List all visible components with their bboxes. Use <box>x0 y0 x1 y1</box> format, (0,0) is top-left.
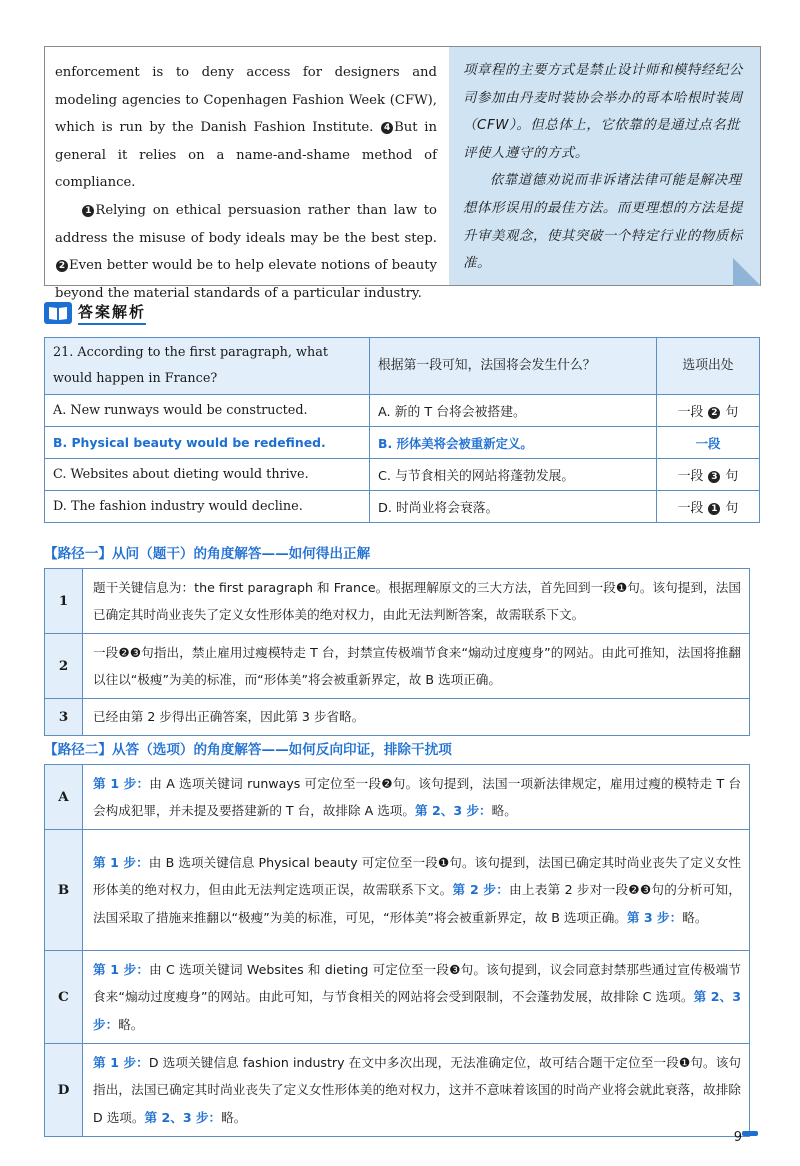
table-row <box>45 569 750 634</box>
step-text: 第 1 步：由 A 选项关键词 runways 可定位至一段❷句。该句提到，法国一项新法律规定，雇用过瘦的模特走 T 台会构成犯罪，并未提及要搭建新的 T 台，故排除 A 选项。第 2、3 步：略。 <box>83 765 750 830</box>
table-row <box>45 395 760 427</box>
table-row <box>45 491 760 523</box>
step-key: D <box>45 1044 83 1137</box>
route-1-title: 【路径一】从问（题干）的角度解答——如何得出正解 <box>44 546 371 562</box>
book-icon <box>44 302 72 324</box>
step-text: 一段❷❸句指出，禁止雇用过瘦模特走 T 台，封禁宣传极端节食来“煽动过度瘦身”的网站。由此可推知，法国将推翻以往以“极瘦”为美的标准，而“形体美”将会被重新界定，故 B 选项正确。 <box>83 634 750 699</box>
step-text: 已经由第 2 步得出正确答案，因此第 3 步省略。 <box>83 699 750 736</box>
question-zh: 根据第一段可知，法国将会发生什么？ <box>370 338 657 395</box>
table-row <box>45 459 760 491</box>
step-key: 1 <box>45 569 83 634</box>
page-marker-icon <box>742 1131 758 1136</box>
step-text: 题干关键信息为：the first paragraph 和 France。根据理解原文的三大方法，首先回到一段❶句。该句提到，法国已确定其时尚业丧失了定义女性形体美的绝对权力，由此无法判断答案，故需联系下文。 <box>83 569 750 634</box>
passage-english <box>45 47 447 301</box>
table-row <box>45 765 750 830</box>
table-row-correct <box>45 427 760 459</box>
passage-zh-paragraph-2: 依靠道德劝说而非诉诸法律可能是解决理想体形误用的最佳方法。而更理想的方法是提升审美观念，使其突破一个特定行业的物质标准。 <box>463 173 743 272</box>
step-key: A <box>45 765 83 830</box>
passage-chinese <box>449 47 760 285</box>
answer-table-header <box>45 338 760 395</box>
step-key: B <box>45 830 83 951</box>
passage-box <box>44 46 761 301</box>
step-key: 2 <box>45 634 83 699</box>
step-key: C <box>45 951 83 1044</box>
option-source: 一段 1 句 <box>657 491 760 523</box>
option-en: D. The fashion industry would decline. <box>45 491 370 523</box>
page-number: 9 <box>733 1130 742 1145</box>
sentence-number-1: 1 <box>82 205 94 217</box>
option-source: 一段 2 句 <box>657 395 760 427</box>
page-fold-corner <box>733 258 761 286</box>
answer-table <box>44 337 760 523</box>
option-zh: C. 与节食相关的网站将蓬勃发展。 <box>370 459 657 491</box>
route-2-table <box>44 764 750 1137</box>
option-en: C. Websites about dieting would thrive. <box>45 459 370 491</box>
sentence-number-2: 2 <box>56 260 68 272</box>
passage-zh-paragraph-1: 项章程的主要方式是禁止设计师和模特经纪公司参加由丹麦时装协会举办的哥本哈根时装周（CFW）。但总体上，它依靠的是通过点名批评使人遵守的方式。 <box>463 63 743 161</box>
section-title: 答案解析 <box>78 301 146 325</box>
source-header: 选项出处 <box>657 338 760 395</box>
table-row <box>45 699 750 736</box>
option-zh: D. 时尚业将会衰落。 <box>370 491 657 523</box>
route-2-title: 【路径二】从答（选项）的角度解答——如何反向印证，排除干扰项 <box>44 742 452 758</box>
step-text: 第 1 步：由 B 选项关键信息 Physical beauty 可定位至一段❶句。该句提到，法国已确定其时尚业丧失了定义女性形体美的绝对权力，但由此无法判定选项正误，故需联系下文。第 2 步：由上表第 2 步对一段❷❸句的分析可知，法国采取了措施来推翻以“极瘦”为美的标准，可见，“形体美”将会被重新界定，故 B 选项正确。第 3 步：略。 <box>83 830 750 951</box>
step-text: 第 1 步：由 C 选项关键词 Websites 和 dieting 可定位至一段❸句。该句提到，议会同意封禁那些通过宣传极端节食来“煽动过度瘦身”的网站。由此可知，与节食相关的网站将会受到限制，不会蓬勃发展，故排除 C 选项。第 2、3 步：略。 <box>83 951 750 1044</box>
option-zh: B. 形体美将会被重新定义。 <box>370 427 657 459</box>
route-1-table <box>44 568 750 736</box>
option-en: A. New runways would be constructed. <box>45 395 370 427</box>
step-text: 第 1 步：D 选项关键信息 fashion industry 在文中多次出现，无法准确定位，故可结合题干定位至一段❶句。该句指出，法国已确定其时尚业丧失了定义女性形体美的绝对权力，这并不意味着该国的时尚产业将会就此衰落，故排除 D 选项。第 2、3 步：略。 <box>83 1044 750 1137</box>
passage-en-paragraph-1: enforcement is to deny access for designers and modeling agencies to Copenhagen Fashion Week (CFW), which is run by the Danish Fashion Institute. 4 But in general it relies on a name-and-shame method of compliance. <box>55 65 438 191</box>
sentence-number-4: 4 <box>381 122 393 134</box>
option-en: B. Physical beauty would be redefined. <box>45 427 370 459</box>
option-zh: A. 新的 T 台将会被搭建。 <box>370 395 657 427</box>
step-key: 3 <box>45 699 83 736</box>
table-row <box>45 1044 750 1137</box>
table-row <box>45 634 750 699</box>
question-en: 21. According to the first paragraph, what would happen in France? <box>45 338 370 395</box>
table-row <box>45 951 750 1044</box>
option-source: 一段 <box>657 427 760 459</box>
option-source: 一段 3 句 <box>657 459 760 491</box>
section-header <box>44 302 146 324</box>
passage-en-paragraph-2: 1 Relying on ethical persuasion rather than law to address the misuse of body ideals may be the best step. 2 Even better would be to help elevate notions of beauty beyond the material standards of a particular industry. <box>55 202 437 301</box>
table-row <box>45 830 750 951</box>
